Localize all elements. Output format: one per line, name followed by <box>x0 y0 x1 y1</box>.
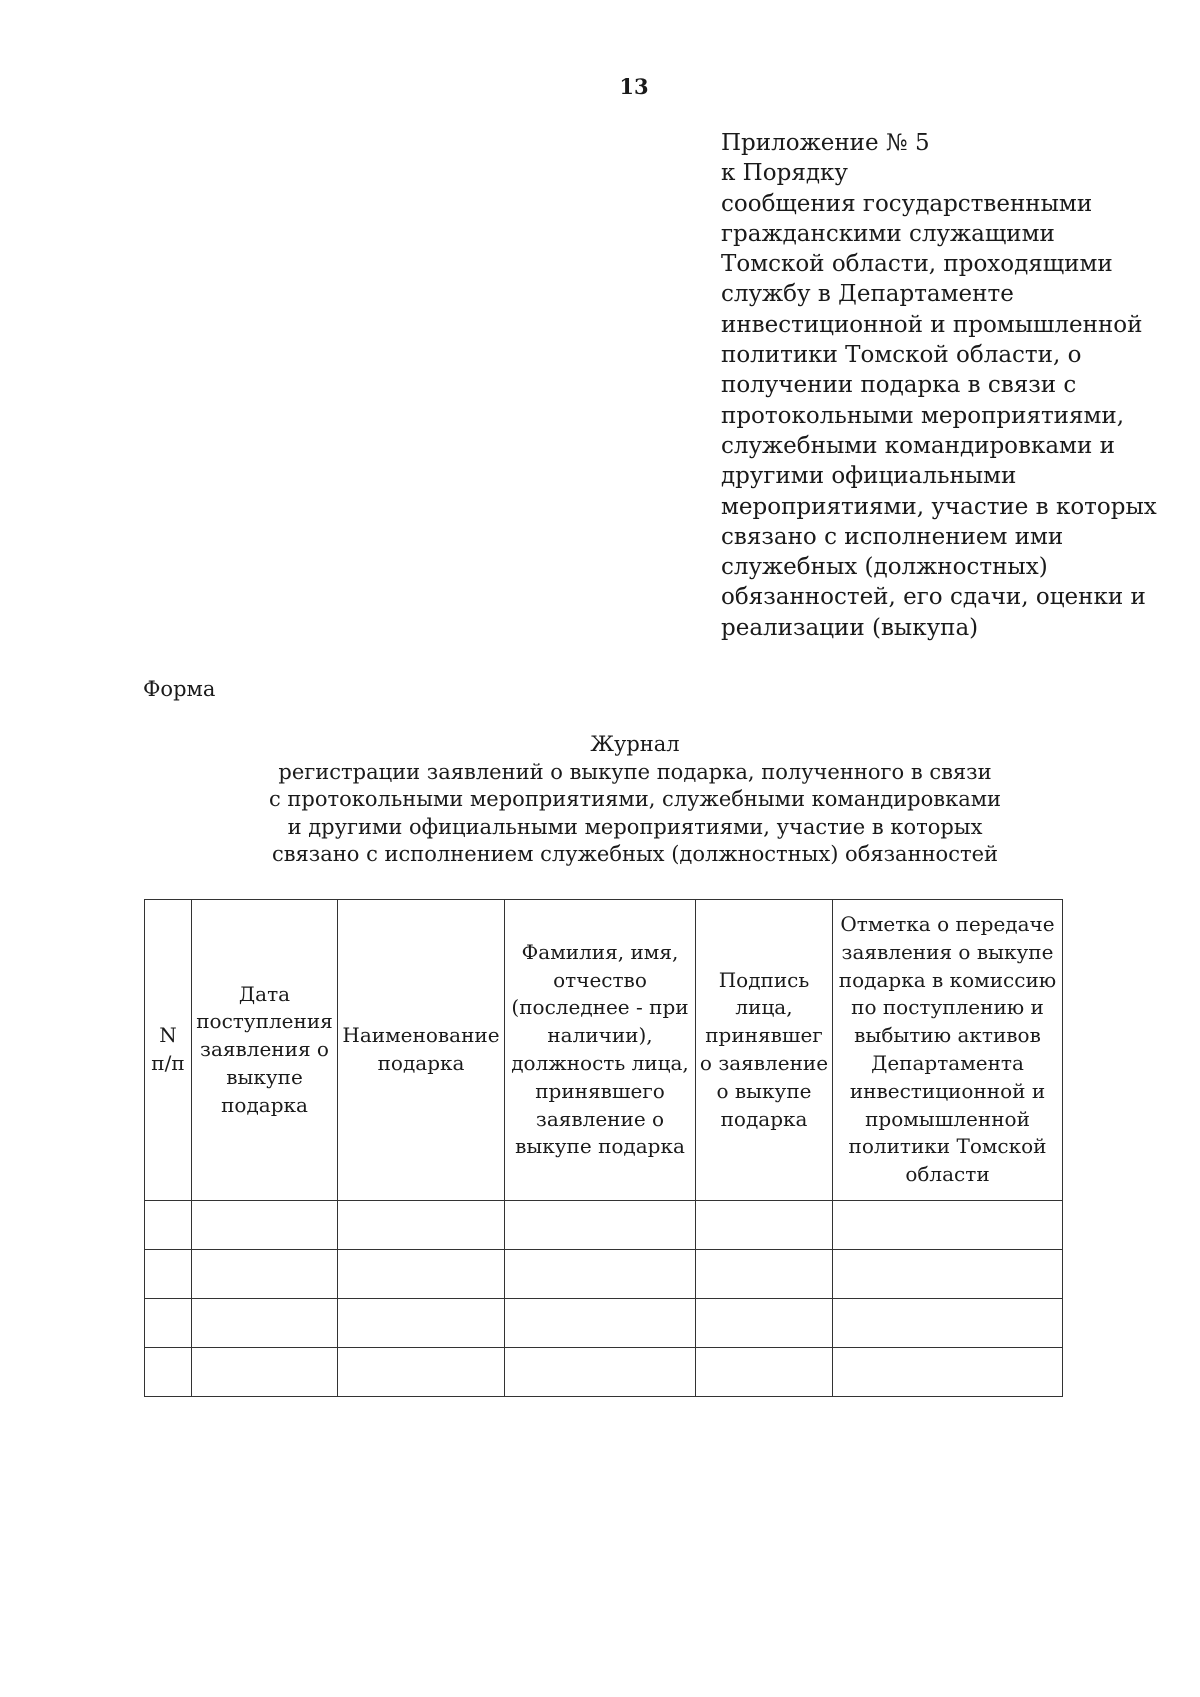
header-line: выкупе подарка <box>515 1134 685 1159</box>
header-line: Фамилия, имя, <box>521 939 679 964</box>
journal-title-line: связано с исполнением служебных (должностных) обязанностей <box>271 842 999 866</box>
table-row <box>145 1250 1063 1299</box>
table-cell <box>833 1299 1063 1348</box>
appendix-line: протокольными мероприятиями, <box>721 402 1125 429</box>
column-header-number <box>145 900 192 1201</box>
appendix-line: получении подарка в связи с <box>721 372 1077 399</box>
appendix-line: связано с исполнением ими <box>721 523 1064 550</box>
table-cell <box>192 1348 338 1397</box>
header-line: Отметка о передаче <box>840 912 1055 937</box>
appendix-line: гражданскими служащими <box>721 220 1055 247</box>
header-line: подарка <box>221 1092 308 1117</box>
appendix-line: служебными командировками и <box>721 432 1115 459</box>
table-cell <box>505 1250 696 1299</box>
table-cell <box>338 1250 505 1299</box>
header-line: принявшег <box>705 1023 823 1048</box>
column-header-signature <box>696 900 833 1201</box>
table-cell <box>696 1201 833 1250</box>
journal-title-line: с протокольными мероприятиями, служебными командировками <box>268 787 1002 811</box>
table-cell <box>833 1201 1063 1250</box>
table-cell <box>145 1299 192 1348</box>
table-cell <box>192 1299 338 1348</box>
table-cell <box>505 1299 696 1348</box>
header-line: наличии), <box>547 1023 653 1048</box>
header-line: поступления <box>196 1009 333 1034</box>
header-line: Департамента <box>871 1051 1024 1075</box>
header-line: подарка в комиссию <box>838 967 1057 992</box>
table-row <box>145 1299 1063 1348</box>
table-cell <box>833 1348 1063 1397</box>
appendix-line: мероприятиями, участие в которых <box>721 493 1157 520</box>
appendix-line: Приложение № 5 <box>721 130 930 156</box>
journal-title <box>0 731 1200 869</box>
header-line: заявления о выкупе <box>841 939 1054 964</box>
header-line: по поступлению и <box>851 995 1044 1020</box>
header-line: подарка <box>720 1106 808 1131</box>
header-line: заявления о <box>200 1037 329 1062</box>
table-cell <box>696 1348 833 1397</box>
journal-title-line: и другими официальными мероприятиями, участие в которых <box>287 814 983 839</box>
header-line: п/п <box>151 1051 185 1075</box>
register-table <box>144 899 1063 1397</box>
table-cell <box>505 1201 696 1250</box>
page-number: 13 <box>619 74 649 99</box>
appendix-line: службу в Департаменте <box>721 281 1014 308</box>
header-line: отчество <box>553 967 647 992</box>
header-line: политики Томской <box>848 1134 1047 1159</box>
appendix-block <box>721 128 1157 643</box>
table-cell <box>696 1299 833 1348</box>
table-cell <box>145 1201 192 1250</box>
journal-heading: Журнал <box>590 732 680 756</box>
column-header-transfer-mark <box>833 900 1063 1201</box>
header-line: промышленной <box>865 1106 1030 1131</box>
header-line: N <box>159 1023 177 1048</box>
appendix-line: служебных (должностных) <box>721 554 1048 581</box>
table-header-row <box>145 900 1063 1201</box>
header-line: о выкупе <box>716 1078 812 1103</box>
form-label: Форма <box>143 677 216 701</box>
header-line: выбытию активов <box>854 1023 1041 1048</box>
header-line: (последнее - при <box>511 995 689 1020</box>
column-header-date <box>192 900 338 1201</box>
table-cell <box>192 1250 338 1299</box>
header-line: принявшего <box>535 1078 665 1103</box>
appendix-line: обязанностей, его сдачи, оценки и <box>721 584 1146 611</box>
header-line: лица, <box>735 995 793 1020</box>
header-line: должность лица, <box>511 1051 689 1075</box>
table-cell <box>145 1250 192 1299</box>
column-header-gift-name <box>338 900 505 1201</box>
table-row <box>145 1201 1063 1250</box>
table-cell <box>505 1348 696 1397</box>
header-line: Дата <box>238 981 291 1006</box>
header-line: Подпись <box>718 967 810 992</box>
table-cell <box>833 1250 1063 1299</box>
journal-title-line: регистрации заявлений о выкупе подарка, полученного в связи <box>278 759 992 784</box>
appendix-line: сообщения государственными <box>721 190 1093 217</box>
table-cell <box>192 1201 338 1250</box>
table-cell <box>338 1201 505 1250</box>
table-cell <box>145 1348 192 1397</box>
table-row <box>145 1348 1063 1397</box>
header-line: заявление о <box>535 1106 665 1131</box>
header-line: области <box>905 1162 990 1187</box>
appendix-line: Томской области, проходящими <box>721 251 1113 278</box>
table-cell <box>696 1250 833 1299</box>
header-line: выкупе <box>226 1064 303 1089</box>
table-cell <box>338 1348 505 1397</box>
header-line: подарка <box>377 1051 465 1075</box>
appendix-line: инвестиционной и промышленной <box>721 311 1143 338</box>
appendix-line: к Порядку <box>721 160 848 187</box>
table-cell <box>338 1299 505 1348</box>
column-header-full-name <box>505 900 696 1201</box>
appendix-line: другими официальными <box>721 463 1017 490</box>
header-line: о заявление <box>699 1051 829 1075</box>
appendix-line: реализации (выкупа) <box>721 614 979 641</box>
header-line: инвестиционной и <box>849 1078 1046 1103</box>
header-line: Наименование <box>342 1023 500 1048</box>
appendix-line: политики Томской области, о <box>721 342 1082 369</box>
